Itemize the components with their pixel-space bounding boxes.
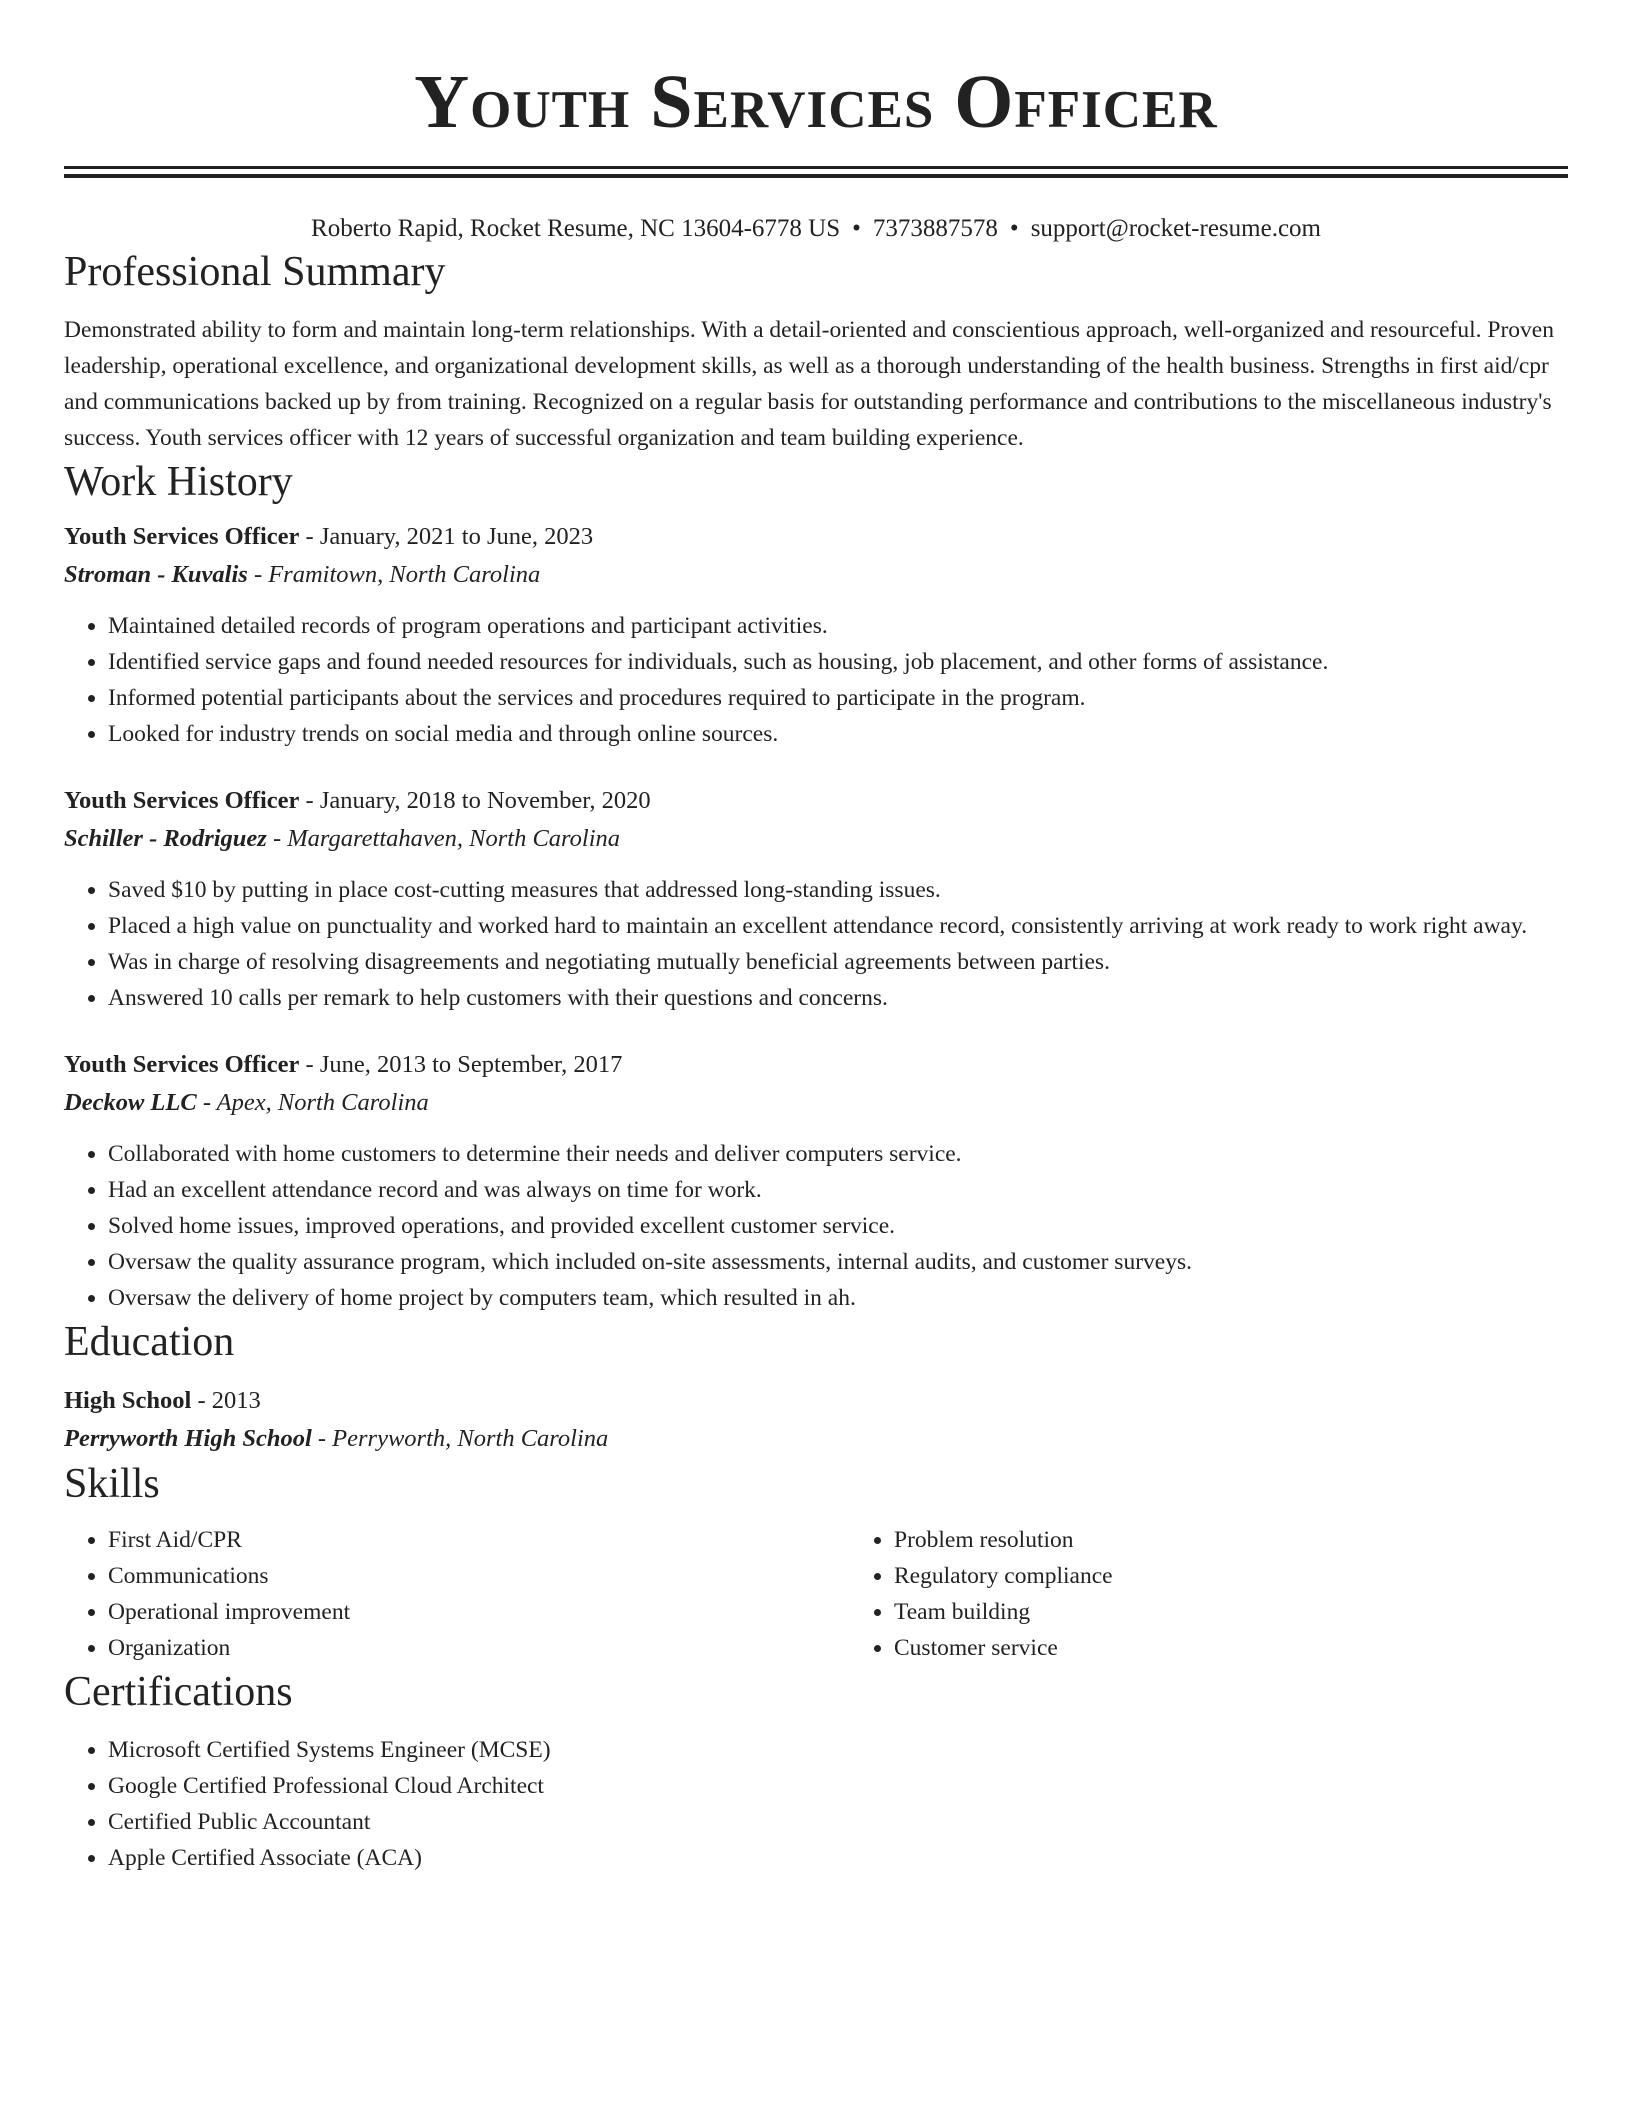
employer-location: - Framitown, North Carolina: [247, 561, 541, 588]
contact-phone: 7373887578: [872, 215, 998, 242]
skill-item: • Regulatory compliance: [894, 1558, 1632, 1594]
skill-item: • First Aid/CPR: [108, 1522, 850, 1558]
skill-item: • Operational improvement: [108, 1594, 850, 1630]
list-item: • Oversaw the quality assurance program, which included on-site assessments, internal audits, and customer surveys.: [108, 1244, 1568, 1280]
employer-location: - Apex, North Carolina: [196, 1089, 429, 1116]
education-degree-line: [64, 1382, 1568, 1420]
job-title: Youth Services Officer: [64, 1051, 300, 1078]
job-title-line: [64, 782, 1568, 820]
job-title: Youth Services Officer: [64, 787, 300, 814]
certification-item: • Google Certified Professional Cloud Architect: [108, 1768, 1568, 1804]
employer-line: [64, 1084, 1568, 1122]
skills-list-left: [64, 1522, 850, 1666]
job-duties: [64, 1136, 1568, 1316]
contact-email: support@rocket-resume.com: [1030, 215, 1321, 242]
skills-columns: [64, 1522, 1568, 1666]
list-item: • Identified service gaps and found needed resources for individuals, such as housing, job placement, and other forms of assistance.: [108, 644, 1568, 680]
work-history-list: [64, 518, 1568, 1316]
list-item: • Looked for industry trends on social media and through online sources.: [108, 716, 1568, 752]
title-divider-bottom: [64, 174, 1568, 178]
job-title-line: [64, 518, 1568, 556]
education-degree: High School: [64, 1387, 192, 1414]
title-divider-top: [64, 166, 1568, 169]
job-dates: - June, 2013 to September, 2017: [299, 1051, 623, 1078]
job-dates: - January, 2018 to November, 2020: [299, 787, 651, 814]
list-item: • Had an excellent attendance record and was always on time for work.: [108, 1172, 1568, 1208]
skill-item: • Communications: [108, 1558, 850, 1594]
certification-item: • Microsoft Certified Systems Engineer (MCSE): [108, 1732, 1568, 1768]
job-dates: - January, 2021 to June, 2023: [299, 523, 594, 550]
list-item: • Maintained detailed records of program operations and participant activities.: [108, 608, 1568, 644]
summary-heading: Professional Summary: [64, 249, 446, 295]
certification-item: • Apple Certified Associate (ACA): [108, 1840, 1568, 1876]
job-title-line: [64, 1046, 1568, 1084]
education-year: - 2013: [191, 1387, 261, 1414]
certification-item: • Certified Public Accountant: [108, 1804, 1568, 1840]
job-duties: [64, 608, 1568, 752]
skills-list-right: [850, 1522, 1632, 1666]
contact-address: Roberto Rapid, Rocket Resume, NC 13604-6778 US: [311, 215, 841, 242]
job-title: Youth Services Officer: [64, 523, 300, 550]
education-heading: Education: [64, 1319, 235, 1365]
certifications-heading: Certifications: [64, 1669, 293, 1715]
skill-item: • Customer service: [894, 1630, 1632, 1666]
job-entry: [64, 782, 1568, 1016]
education-school-line: [64, 1420, 1568, 1458]
skills-heading: Skills: [64, 1461, 160, 1507]
employer-name: Schiller - Rodriguez: [64, 825, 267, 852]
employer-location: - Margarettahaven, North Carolina: [266, 825, 621, 852]
list-item: • Oversaw the delivery of home project by computers team, which resulted in ah.: [108, 1280, 1568, 1316]
employer-name: Stroman - Kuvalis: [64, 561, 248, 588]
employer-line: [64, 556, 1568, 594]
certifications-list: [64, 1732, 1568, 1876]
resume-title: Youth Services Officer: [414, 60, 1218, 144]
list-item: • Informed potential participants about the services and procedures required to participate in the program.: [108, 680, 1568, 716]
employer-name: Deckow LLC: [64, 1089, 197, 1116]
list-item: • Solved home issues, improved operations, and provided excellent customer service.: [108, 1208, 1568, 1244]
job-entry: [64, 518, 1568, 752]
work-history-heading: Work History: [64, 459, 293, 505]
education-school: Perryworth High School: [64, 1425, 312, 1452]
summary-text: Demonstrated ability to form and maintain long-term relationships. With a detail-oriented and conscientious approach, well-organized and resourceful. Proven leadership, operational excellence, and organizational development skills, as well as a thorough understanding of the health business. Strengths in first aid/cpr and communications backed up by from training. Recognized on a regular basis for outstanding performance and contributions to the miscellaneous industry's success. Youth services officer with 12 years of successful organization and team building experience.: [64, 317, 1554, 451]
contact-separator: •: [852, 215, 861, 242]
resume-page: [64, 0, 1568, 1876]
list-item: • Collaborated with home customers to determine their needs and deliver computers service.: [108, 1136, 1568, 1172]
job-duties: [64, 872, 1568, 1016]
list-item: • Answered 10 calls per remark to help customers with their questions and concerns.: [108, 980, 1568, 1016]
contact-separator: •: [1009, 215, 1019, 242]
skill-item: • Problem resolution: [894, 1522, 1632, 1558]
list-item: • Was in charge of resolving disagreements and negotiating mutually beneficial agreements between parties.: [108, 944, 1568, 980]
contact-line: [64, 212, 1568, 246]
skill-item: • Organization: [108, 1630, 850, 1666]
list-item: • Placed a high value on punctuality and worked hard to maintain an excellent attendance record, consistently arriving at work ready to work right away.: [108, 908, 1568, 944]
employer-line: [64, 820, 1568, 858]
job-entry: [64, 1046, 1568, 1316]
list-item: • Saved $10 by putting in place cost-cutting measures that addressed long-standing issues.: [108, 872, 1568, 908]
education-location: - Perryworth, North Carolina: [311, 1425, 609, 1452]
skill-item: • Team building: [894, 1594, 1632, 1630]
